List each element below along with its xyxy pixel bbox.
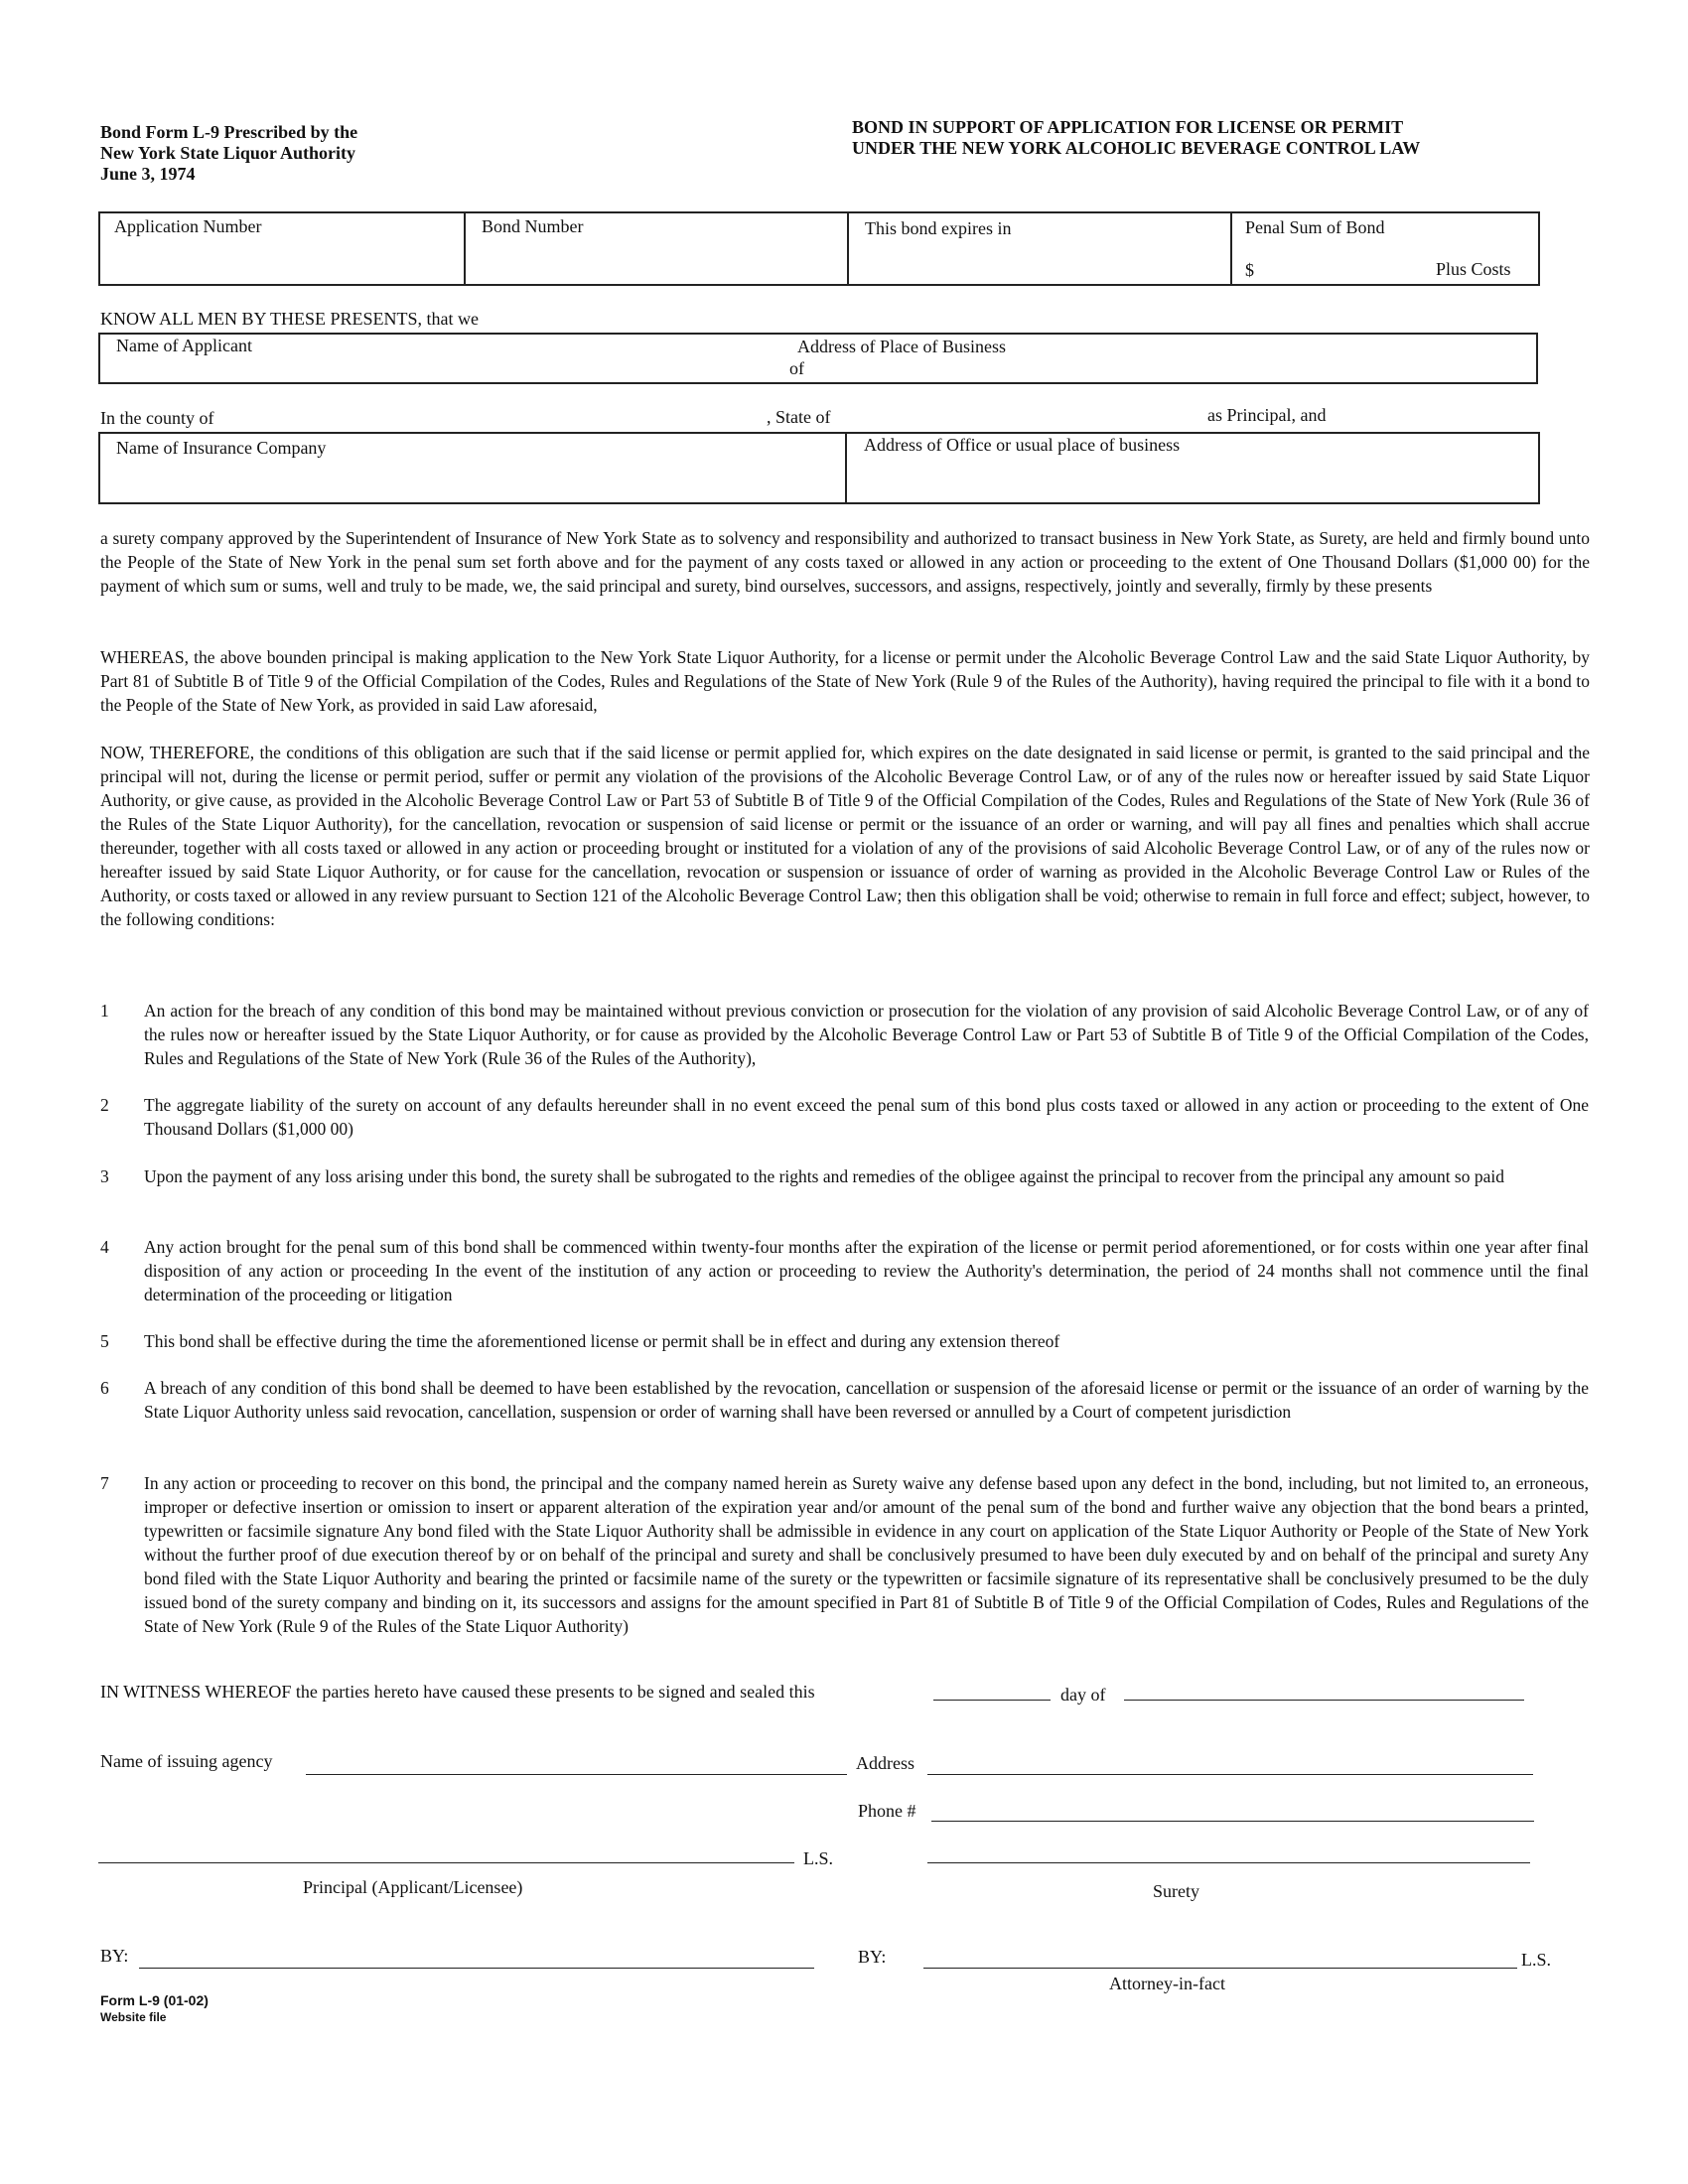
- address-line[interactable]: [927, 1774, 1533, 1775]
- of-label: of: [789, 358, 804, 378]
- form-designation-line-1: Bond Form L-9 Prescribed by the: [100, 122, 358, 142]
- phone-line[interactable]: [931, 1821, 1534, 1822]
- form-designation: [100, 122, 478, 185]
- penal-sum-field[interactable]: Penal Sum of Bond: [1245, 217, 1385, 237]
- day-of-label: day of: [1060, 1685, 1106, 1705]
- surety-paragraph: a surety company approved by the Superintendent of Insurance of New York State as to solvency and responsibility and authorized to transact business in New York State, as Surety, are held and firmly bound unto the People of the State of New York in the penal sum set forth above and for the payment of any costs taxed or allowed in any action or proceeding to the extent of One Thousand Dollars ($1,000 00) for the payment of which sum or sums, well and truly to be made, we, the said principal and surety, bind ourselves, successors, and assigns, respectively, jointly and severally, firmly by these presents: [100, 528, 1590, 596]
- condition-number: 6: [100, 1378, 109, 1398]
- phone-label: Phone #: [858, 1801, 916, 1821]
- issuing-agency-line[interactable]: [306, 1774, 847, 1775]
- form-number: Form L-9 (01-02): [100, 1992, 209, 2008]
- condition-text: Any action brought for the penal sum of this bond shall be commenced within twenty-four months after the expiration of the license or permit period aforementioned, or for costs within one year after final disposition of any action or proceeding In the event of the institution of any action or proceeding to review the Authority's determination, the period of 24 months shall not commence until the final determination of the proceeding or litigation: [144, 1237, 1589, 1304]
- dollar-sign: $: [1245, 260, 1254, 280]
- county-field[interactable]: In the county of: [100, 408, 214, 428]
- principal-label: as Principal, and: [1207, 405, 1327, 425]
- insurance-company-field[interactable]: Name of Insurance Company: [116, 438, 327, 458]
- surety-label: Surety: [1153, 1881, 1199, 1901]
- bond-number-field[interactable]: Bond Number: [482, 216, 584, 236]
- table-divider: [464, 211, 466, 286]
- address-label: Address: [856, 1753, 914, 1773]
- condition-text: A breach of any condition of this bond shall be deemed to have been established by the revocation, cancellation or suspension of the aforesaid license or permit or the issuance of an order of warning by the State Liquor Authority unless said revocation, cancellation, suspension or order of warning shall have been reversed or annulled by a Court of competent jurisdiction: [144, 1378, 1589, 1422]
- condition-number: 4: [100, 1237, 109, 1257]
- condition-number: 7: [100, 1473, 109, 1493]
- condition-number: 1: [100, 1001, 109, 1021]
- witness-text: IN WITNESS WHEREOF the parties hereto have caused these presents to be signed and sealed this: [100, 1682, 815, 1702]
- application-number-field[interactable]: Application Number: [114, 216, 262, 236]
- applicant-name-field[interactable]: Name of Applicant: [116, 336, 252, 355]
- by-left-label: BY:: [100, 1946, 129, 1966]
- business-address-field[interactable]: Address of Place of Business: [797, 337, 1006, 356]
- issuing-agency-label: Name of issuing agency: [100, 1751, 273, 1771]
- witness-month-line[interactable]: [1124, 1700, 1524, 1701]
- condition-number: 3: [100, 1166, 109, 1186]
- table-divider: [847, 211, 849, 286]
- form-title: [852, 117, 1547, 159]
- know-all-men-text: KNOW ALL MEN BY THESE PRESENTS, that we: [100, 309, 479, 329]
- plus-costs-label: Plus Costs: [1436, 259, 1511, 279]
- insurance-divider: [845, 432, 847, 504]
- ls-seal-label: L.S.: [803, 1848, 834, 1868]
- witness-day-line[interactable]: [933, 1700, 1051, 1701]
- principal-label: Principal (Applicant/Licensee): [303, 1877, 523, 1897]
- expiration-field[interactable]: This bond expires in: [865, 218, 1012, 238]
- by-left-signature-line[interactable]: [139, 1968, 814, 1969]
- condition-text: Upon the payment of any loss arising under this bond, the surety shall be subrogated to the rights and remedies of the obligee against the principal to recover from the principal any amount so paid: [144, 1166, 1504, 1186]
- surety-signature-line[interactable]: [927, 1862, 1530, 1863]
- condition-text: An action for the breach of any condition of this bond may be maintained without previous conviction or prosecution for the violation of any provision of said Alcoholic Beverage Control Law, or of any of the rules now or hereafter issued by the State Liquor Authority, or for cause as provided by the Alcoholic Beverage Control Law or Part 53 of Subtitle B of Title 9 of the Official Compilation of the Codes, Rules and Regulations of the State of New York (Rule 36 of the Rules of the Authority),: [144, 1001, 1589, 1068]
- now-therefore-paragraph: NOW, THEREFORE, the conditions of this obligation are such that if the said license or permit applied for, which expires on the date designated in said license or permit, is granted to the said principal and the principal will not, during the license or permit period, suffer or permit any violation of the provisions of the Alcoholic Beverage Control Law, or of any of the rules now or hereafter issued by said State Liquor Authority, or give cause, as provided in the Alcoholic Beverage Control Law or Part 53 of Subtitle B of Title 9 of the Official Compilation of the Codes, Rules and Regulations of the State of New York (Rule 36 of the Rules of the State Liquor Authority), for the cancellation, revocation or suspension of said license or permit or the issuance of an order or warning, and will pay all fines and penalties which shall accrue thereunder, together with all costs taxed or allowed in any action or proceeding brought or instituted for a violation of any of the provisions of said Alcoholic Beverage Control Law, or of any of the rules now or hereafter issued by said State Liquor Authority, or for cause for the cancellation, revocation or suspension or issuance of order of warning as provided in the Alcoholic Beverage Control Law or Rules of the Authority, or costs taxed or allowed in any review pursuant to Section 121 of the Alcoholic Beverage Control Law; then this obligation shall be void; otherwise to remain in full force and effect; subject, however, to the following conditions:: [100, 743, 1590, 929]
- state-field[interactable]: , State of: [767, 407, 831, 427]
- ls-right-label: L.S.: [1521, 1950, 1552, 1970]
- form-title-line-1: BOND IN SUPPORT OF APPLICATION FOR LICENSE OR PERMIT: [852, 117, 1404, 137]
- condition-text: In any action or proceeding to recover on this bond, the principal and the company named herein as Surety waive any defense based upon any defect in the bond, including, but not limited to, an erroneous, improper or defective insertion or omission to insert or apparent alteration of the expiration year and/or amount of the penal sum of the bond and further waive any objection that the bond bears a printed, typewritten or facsimile signature Any bond filed with the State Liquor Authority shall be admissible in evidence in any court on application of the State Liquor Authority or People of the State of New York without the further proof of due execution thereof by or on behalf of the principal and surety and shall be conclusively presumed to have been duly executed by and on behalf of the principal and surety Any bond filed with the State Liquor Authority and bearing the printed or facsimile name of the surety or the typewritten or facsimile signature of its representative shall be conclusively presumed to be the duly issued bond of the surety company and binding on it, its successors and assigns for the amount specified in Part 81 of Subtitle B of Title 9 of the Official Compilation of Codes, Rules and Regulations of the State of New York (Rule 9 of the Rules of the State Liquor Authority): [144, 1473, 1589, 1636]
- condition-text: This bond shall be effective during the time the aforementioned license or permit shall be in effect and during any extension thereof: [144, 1331, 1060, 1351]
- insurance-address-field[interactable]: Address of Office or usual place of business: [864, 435, 1181, 455]
- table-divider: [1230, 211, 1232, 286]
- attorney-in-fact-label: Attorney-in-fact: [1109, 1974, 1225, 1993]
- by-right-signature-line[interactable]: [923, 1968, 1517, 1969]
- form-designation-line-2: New York State Liquor Authority: [100, 143, 356, 163]
- condition-text: The aggregate liability of the surety on account of any defaults hereunder shall in no event exceed the penal sum of this bond plus costs taxed or allowed in any action or proceeding to the extent of One Thousand Dollars ($1,000 00): [144, 1095, 1589, 1139]
- form-title-line-2: UNDER THE NEW YORK ALCOHOLIC BEVERAGE CONTROL LAW: [852, 138, 1421, 158]
- by-right-label: BY:: [858, 1947, 887, 1967]
- principal-signature-line[interactable]: [98, 1862, 794, 1863]
- whereas-paragraph: WHEREAS, the above bounden principal is making application to the New York State Liquor Authority, for a license or permit under the Alcoholic Beverage Control Law and the said State Liquor Authority, by Part 81 of Subtitle B of Title 9 of the Official Compilation of the Codes, Rules and Regulations of the State of New York (Rule 9 of the Rules of the Authority), having required the principal to file with it a bond to the People of the State of New York, as provided in said Law aforesaid,: [100, 647, 1590, 715]
- condition-number: 5: [100, 1331, 109, 1351]
- form-designation-line-3: June 3, 1974: [100, 164, 196, 184]
- condition-number: 2: [100, 1095, 109, 1115]
- website-file-label: Website file: [100, 2010, 167, 2024]
